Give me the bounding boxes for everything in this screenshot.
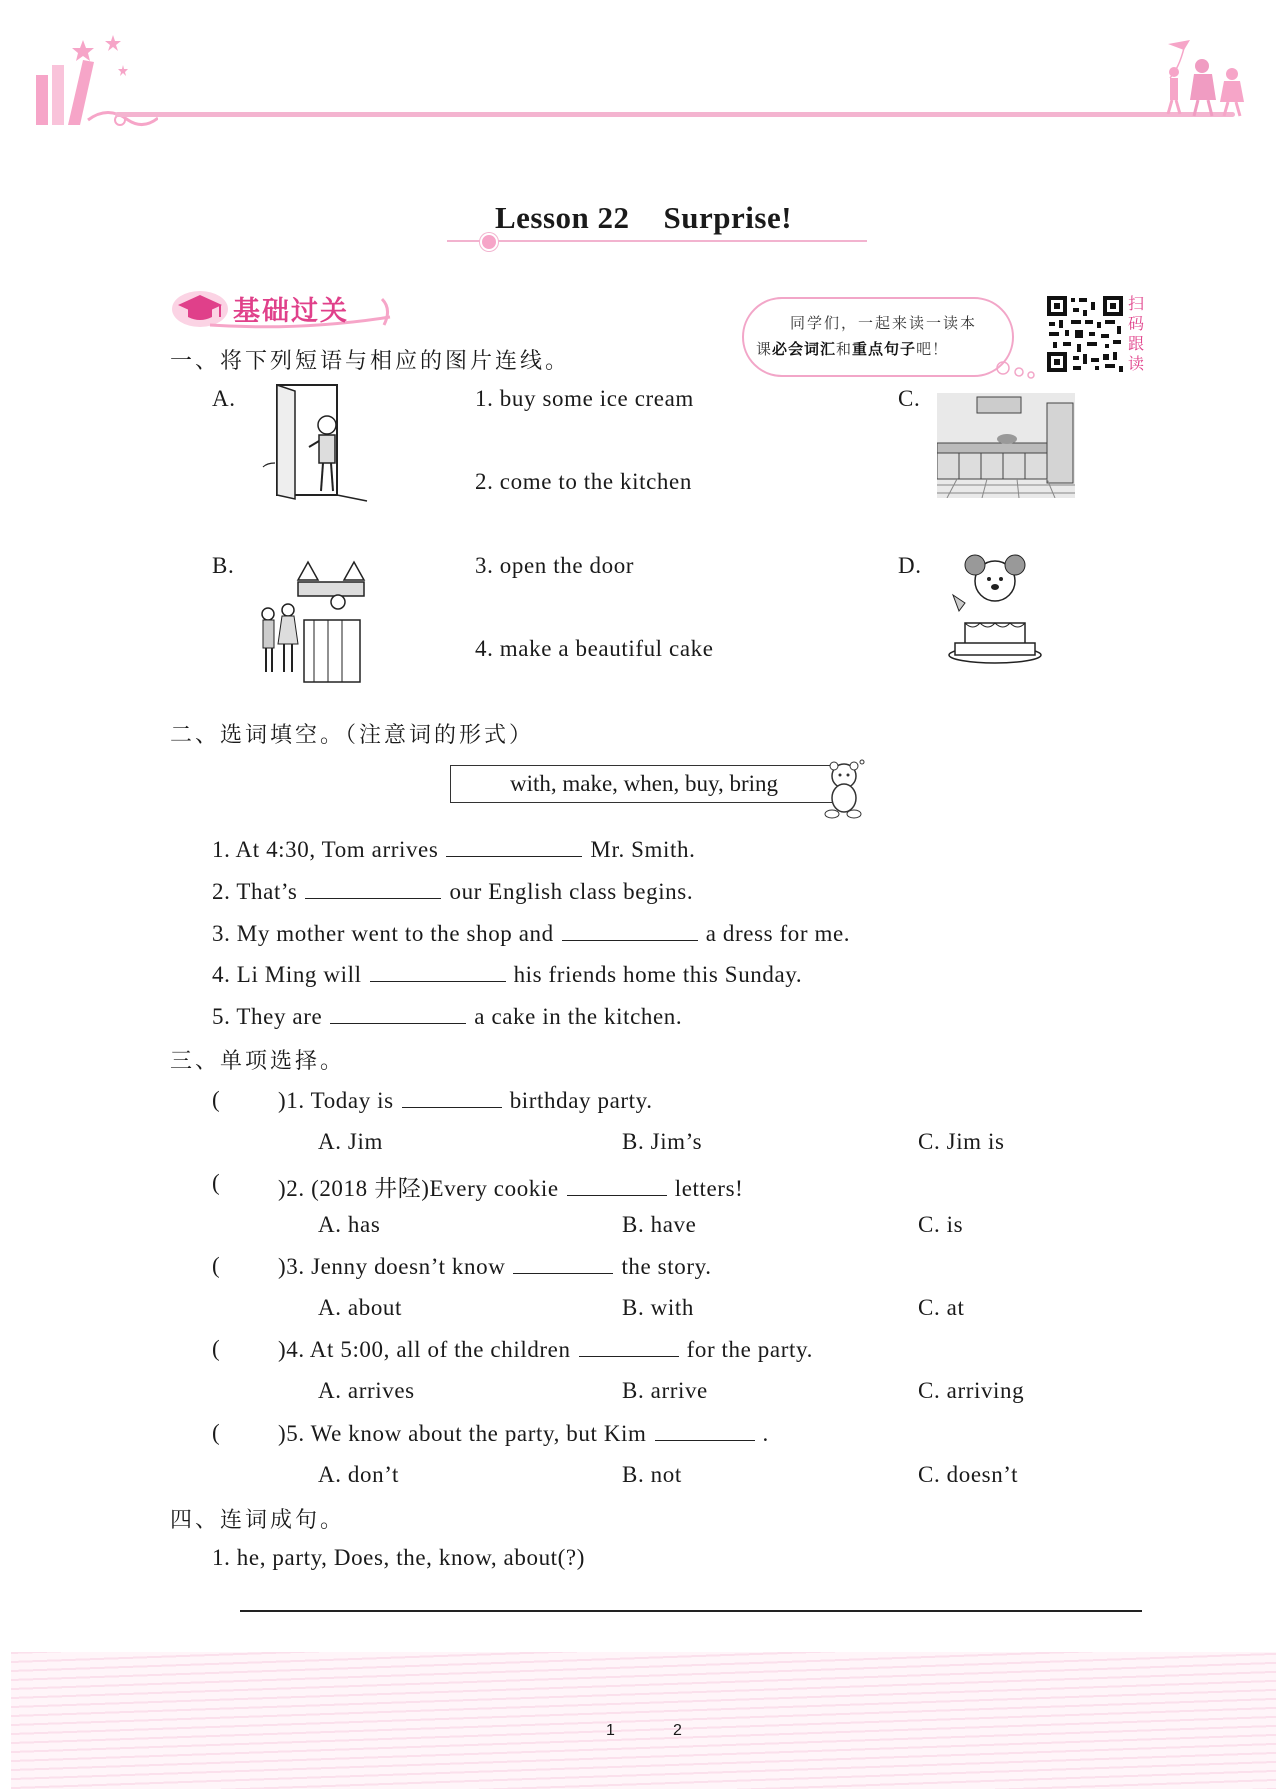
answer-blank[interactable]: [579, 1336, 679, 1357]
answer-blank[interactable]: [446, 836, 582, 857]
pic-label-d: D.: [898, 553, 922, 578]
fill-item-3: [212, 920, 850, 947]
page-number-left: 1: [606, 1722, 615, 1739]
answer-blank[interactable]: [655, 1420, 755, 1441]
option-c[interactable]: C. is: [918, 1212, 964, 1237]
read-along-bubble: [742, 297, 1014, 377]
choice-paren-close: ): [278, 1337, 287, 1362]
choice-question-2: [278, 1170, 743, 1203]
fill-item-text: Mr. Smith.: [590, 837, 696, 862]
pic-label-b: B.: [212, 553, 235, 578]
section-banner: [170, 285, 395, 329]
door-opening-picture: [255, 383, 370, 503]
option-b[interactable]: B. not: [622, 1462, 682, 1487]
page-number-right: 2: [673, 1722, 682, 1739]
option-b[interactable]: B. with: [622, 1295, 694, 1320]
bubble-line-2: [756, 338, 948, 359]
cake-making-picture: [945, 553, 1045, 669]
choice-question-1: [278, 1087, 653, 1114]
choice-paren-close: ): [278, 1254, 287, 1279]
answer-blank[interactable]: [402, 1087, 502, 1108]
scan-to-read-label: [1128, 294, 1148, 374]
part2-heading: 二、选词填空。（注意词的形式）: [170, 723, 535, 748]
fill-item-4: [212, 961, 802, 988]
answer-blank[interactable]: [567, 1175, 667, 1196]
bubble-text: 课: [756, 340, 773, 358]
fill-item-text: 2. That’s: [212, 879, 298, 904]
question-text: .: [762, 1421, 769, 1446]
choice-paren-open: (: [212, 1253, 221, 1278]
choice-paren-open: (: [212, 1170, 221, 1195]
fill-item-text: 3. My mother went to the shop and: [212, 921, 554, 946]
part1-heading: 一、将下列短语与相应的图片连线。: [170, 349, 571, 374]
choice-paren-close: ): [278, 1176, 287, 1201]
choice-paren-open: (: [212, 1087, 221, 1112]
fill-item-text: a cake in the kitchen.: [474, 1004, 683, 1029]
option-a[interactable]: A. don’t: [318, 1462, 400, 1487]
part4-heading: 四、连词成句。: [170, 1508, 346, 1533]
option-a[interactable]: A. Jim: [318, 1129, 383, 1154]
corner-logo-icon: [28, 20, 158, 135]
word-order-item-1: 1. he, party, Does, the, know, about(?): [212, 1545, 585, 1570]
option-a[interactable]: A. arrives: [318, 1378, 415, 1403]
choice-question-5: [278, 1420, 769, 1447]
bubble-text: 和: [836, 340, 853, 358]
teddy-bear-icon: [818, 758, 866, 820]
lesson-number: Lesson 22: [494, 200, 630, 235]
question-text: letters!: [674, 1176, 744, 1201]
answer-line[interactable]: [240, 1610, 1142, 1612]
footer-band: [11, 1652, 1276, 1789]
question-text: 1. Today is: [286, 1088, 394, 1113]
part3-heading: 三、单项选择。: [170, 1049, 346, 1074]
fill-item-text: 1. At 4:30, Tom arrives: [212, 837, 439, 862]
choice-question-4: [278, 1336, 813, 1363]
children-kite-icon: [1160, 38, 1260, 118]
qr-code-icon[interactable]: [1045, 294, 1125, 374]
ice-cream-stand-picture: [258, 560, 370, 685]
phrase-2: 2. come to the kitchen: [475, 469, 692, 494]
lesson-name: Surprise!: [663, 200, 793, 235]
answer-blank[interactable]: [305, 878, 441, 899]
title-underline-dot: [480, 233, 498, 251]
kitchen-picture: [937, 393, 1075, 498]
phrase-1: 1. buy some ice cream: [475, 386, 694, 411]
answer-blank[interactable]: [370, 961, 506, 982]
bubble-line-1: 同学们，一起来读一读本: [790, 314, 978, 332]
fill-item-5: [212, 1003, 682, 1030]
bubble-tail-icon: [995, 360, 1040, 380]
choice-paren-close: ): [278, 1421, 287, 1446]
fill-item-2: [212, 878, 693, 905]
choice-paren-open: (: [212, 1420, 221, 1445]
scan-char: 读: [1128, 354, 1145, 373]
option-c[interactable]: C. at: [918, 1295, 965, 1320]
answer-blank[interactable]: [330, 1003, 466, 1024]
scan-char: 码: [1128, 314, 1145, 333]
title-underline: [447, 240, 867, 242]
question-text: 3. Jenny doesn’t know: [286, 1254, 506, 1279]
option-b[interactable]: B. have: [622, 1212, 697, 1237]
bubble-bold-sentences: 重点句子: [852, 340, 917, 358]
option-c[interactable]: C. doesn’t: [918, 1462, 1019, 1487]
option-c[interactable]: C. arriving: [918, 1378, 1025, 1403]
pic-label-a: A.: [212, 386, 236, 411]
fill-item-text: our English class begins.: [449, 879, 694, 904]
question-text: 5. We know about the party, but Kim: [286, 1421, 647, 1446]
option-b[interactable]: B. Jim’s: [622, 1129, 703, 1154]
lesson-title: [0, 200, 1287, 236]
bubble-text: 吧！: [916, 340, 949, 358]
scan-char: 扫: [1128, 294, 1145, 313]
question-text: 4. At 5:00, all of the children: [286, 1337, 571, 1362]
option-b[interactable]: B. arrive: [622, 1378, 708, 1403]
pic-label-c: C.: [898, 386, 921, 411]
phrase-4: 4. make a beautiful cake: [475, 636, 714, 661]
question-text: for the party.: [686, 1337, 813, 1362]
fill-item-text: his friends home this Sunday.: [513, 962, 803, 987]
question-text: 2. (2018 井陉)Every cookie: [286, 1176, 559, 1201]
answer-blank[interactable]: [562, 920, 698, 941]
word-bank-box: with, make, when, buy, bring: [450, 765, 838, 803]
option-c[interactable]: C. Jim is: [918, 1129, 1005, 1154]
answer-blank[interactable]: [513, 1253, 613, 1274]
choice-question-3: [278, 1253, 712, 1280]
fill-item-text: 4. Li Ming will: [212, 962, 362, 987]
scan-char: 跟: [1128, 334, 1145, 353]
question-text: birthday party.: [509, 1088, 653, 1113]
choice-paren-close: ): [278, 1088, 287, 1113]
bubble-bold-vocab: 必会词汇: [772, 340, 837, 358]
choice-paren-open: (: [212, 1336, 221, 1361]
fill-item-text: a dress for me.: [705, 921, 851, 946]
option-a[interactable]: A. about: [318, 1295, 403, 1320]
fill-item-1: [212, 836, 695, 863]
fill-item-text: 5. They are: [212, 1004, 323, 1029]
header-rule: [115, 112, 1235, 117]
question-text: the story.: [621, 1254, 712, 1279]
section-label: 基础过关: [233, 296, 349, 327]
option-a[interactable]: A. has: [318, 1212, 381, 1237]
phrase-3: 3. open the door: [475, 553, 635, 578]
